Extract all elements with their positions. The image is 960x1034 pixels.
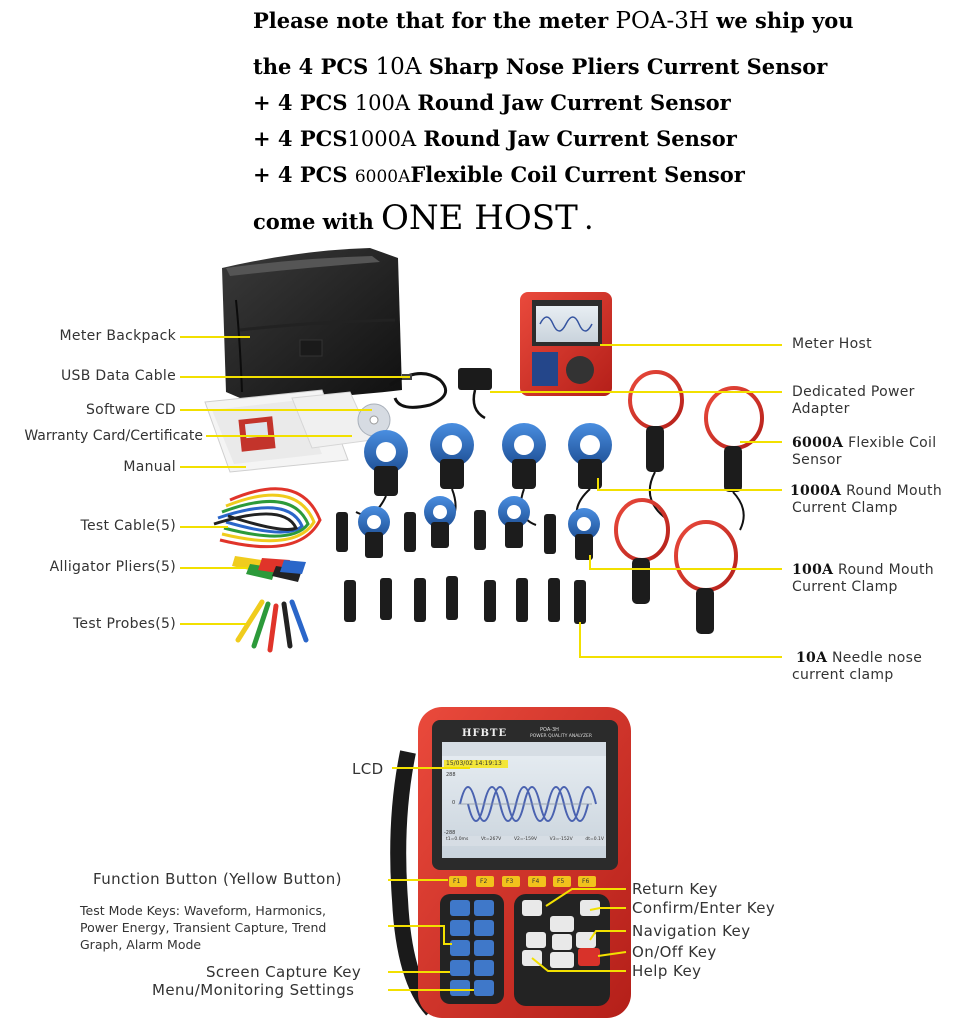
label-function-button: Function Button (Yellow Button): [93, 870, 342, 888]
notice-amp: 10A: [375, 54, 422, 80]
readout: V3=-152V: [549, 837, 573, 842]
label-10a-line1: Needle nose: [827, 650, 923, 666]
label-flex-amp: 6000A: [792, 435, 844, 451]
clamp-100a-group: [336, 496, 600, 560]
label-100a-clamp: [792, 562, 934, 596]
label-return-key: Return Key: [632, 880, 718, 898]
fkey-f3[interactable]: F3: [506, 878, 514, 885]
test-mode-line1: Test Mode Keys: Waveform, Harmonics,: [80, 903, 326, 918]
label-navigation-key: Navigation Key: [632, 922, 751, 940]
notice-text: .: [577, 209, 593, 234]
label-help-key: Help Key: [632, 962, 702, 980]
notice-text: the 4 PCS: [253, 54, 376, 79]
readout: dt=0.1V: [585, 837, 604, 842]
notice-text: Flexible Coil Current Sensor: [410, 162, 745, 187]
screen-axis-mid: 0: [452, 800, 456, 806]
meter-host-image: [520, 292, 612, 396]
label-usb-data-cable: USB Data Cable: [60, 368, 176, 384]
label-menu-settings: Menu/Monitoring Settings: [152, 981, 355, 999]
notice-text: Sharp Nose Pliers Current Sensor: [421, 54, 828, 79]
label-test-cable: Test Cable(5): [80, 518, 176, 534]
label-meter-host: Meter Host: [792, 336, 872, 352]
label-flex-line2: Sensor: [792, 452, 842, 468]
label-software-cd: Software CD: [85, 402, 176, 418]
fkey-f5[interactable]: F5: [557, 878, 565, 885]
notice-model: POA-3H: [615, 8, 709, 34]
label-10a-clamp: [792, 650, 923, 684]
screen-timestamp: 15/03/02 14:19:13: [446, 760, 502, 767]
test-mode-line2: Power Energy, Transient Capture, Trend: [80, 920, 327, 935]
notice-text: we ship you: [708, 8, 854, 33]
readout: V2=-159V: [513, 837, 537, 842]
fkey-f2[interactable]: F2: [480, 878, 488, 885]
label-1000a-amp: 1000A: [790, 483, 842, 499]
readout: t1=0.0ms: [446, 837, 469, 842]
test-probes-image: [238, 602, 306, 650]
flexible-coil-row2: [616, 500, 736, 634]
label-10a-line2: current clamp: [792, 667, 894, 683]
test-cables-image: [214, 489, 320, 547]
label-meter-backpack: Meter Backpack: [59, 328, 176, 344]
label-screen-capture: Screen Capture Key: [206, 963, 362, 981]
notice-text: + 4 PCS: [253, 162, 355, 187]
notice-text: Round Jaw Current Sensor: [416, 126, 737, 151]
device-brand: HFBTE: [462, 728, 508, 739]
device-subtitle: POWER QUALITY ANALYZER: [530, 734, 593, 739]
label-confirm-key: Confirm/Enter Key: [632, 899, 776, 917]
fkey-f4[interactable]: F4: [532, 878, 540, 885]
label-power-adapter-line2: Adapter: [792, 401, 850, 417]
label-warranty-card: Warranty Card/Certificate: [24, 428, 203, 444]
screen-axis-top: 288: [446, 772, 456, 778]
label-100a-line1: Round Mouth: [833, 562, 934, 578]
label-100a-amp: 100A: [792, 562, 834, 578]
label-power-adapter-line1: Dedicated Power: [792, 384, 915, 400]
notice-amp: 100A: [354, 91, 411, 115]
label-test-probes: Test Probes(5): [72, 616, 176, 632]
label-flexible-coil: [792, 435, 936, 469]
label-100a-line2: Current Clamp: [792, 579, 898, 595]
device-model: POA-3H: [540, 727, 559, 733]
notice-amp: 6000A: [354, 167, 411, 187]
power-adapter-image: [458, 368, 492, 418]
notice-text: + 4 PCS: [253, 126, 348, 151]
notice-amp: 1000A: [347, 127, 417, 151]
fkey-f1[interactable]: F1: [453, 878, 461, 885]
meter-backpack-image: [222, 248, 402, 398]
notice-text: Please note that for the meter: [253, 8, 616, 33]
label-flex-line1: Flexible Coil: [843, 435, 937, 451]
screen-axis-bot: -288: [444, 830, 456, 836]
notice-one-host: ONE HOST: [381, 198, 578, 238]
manual-image: [205, 390, 372, 472]
label-lcd: LCD: [352, 760, 384, 778]
fkey-f6[interactable]: F6: [582, 878, 590, 885]
label-manual: Manual: [123, 459, 176, 475]
label-10a-amp: 10A: [796, 650, 828, 666]
clamp-10a-group: [344, 576, 586, 624]
flexible-coil-6000a-group: [630, 372, 762, 530]
label-power-adapter: [792, 384, 915, 418]
test-mode-line3: Graph, Alarm Mode: [80, 937, 202, 952]
label-test-mode-keys: [80, 902, 326, 953]
notice-text: + 4 PCS: [253, 90, 355, 115]
label-onoff-key: On/Off Key: [632, 943, 717, 961]
usb-cable-image: [390, 374, 446, 408]
notice-text: Round Jaw Current Sensor: [410, 90, 731, 115]
readout: Vt=267V: [480, 837, 502, 842]
label-1000a-clamp: [790, 483, 942, 517]
label-1000a-line2: Current Clamp: [792, 500, 898, 516]
notice-text: come with: [253, 209, 382, 234]
screen-readouts: [446, 837, 604, 842]
label-1000a-line1: Round Mouth: [841, 483, 943, 499]
label-alligator-pliers: Alligator Pliers(5): [49, 559, 176, 575]
